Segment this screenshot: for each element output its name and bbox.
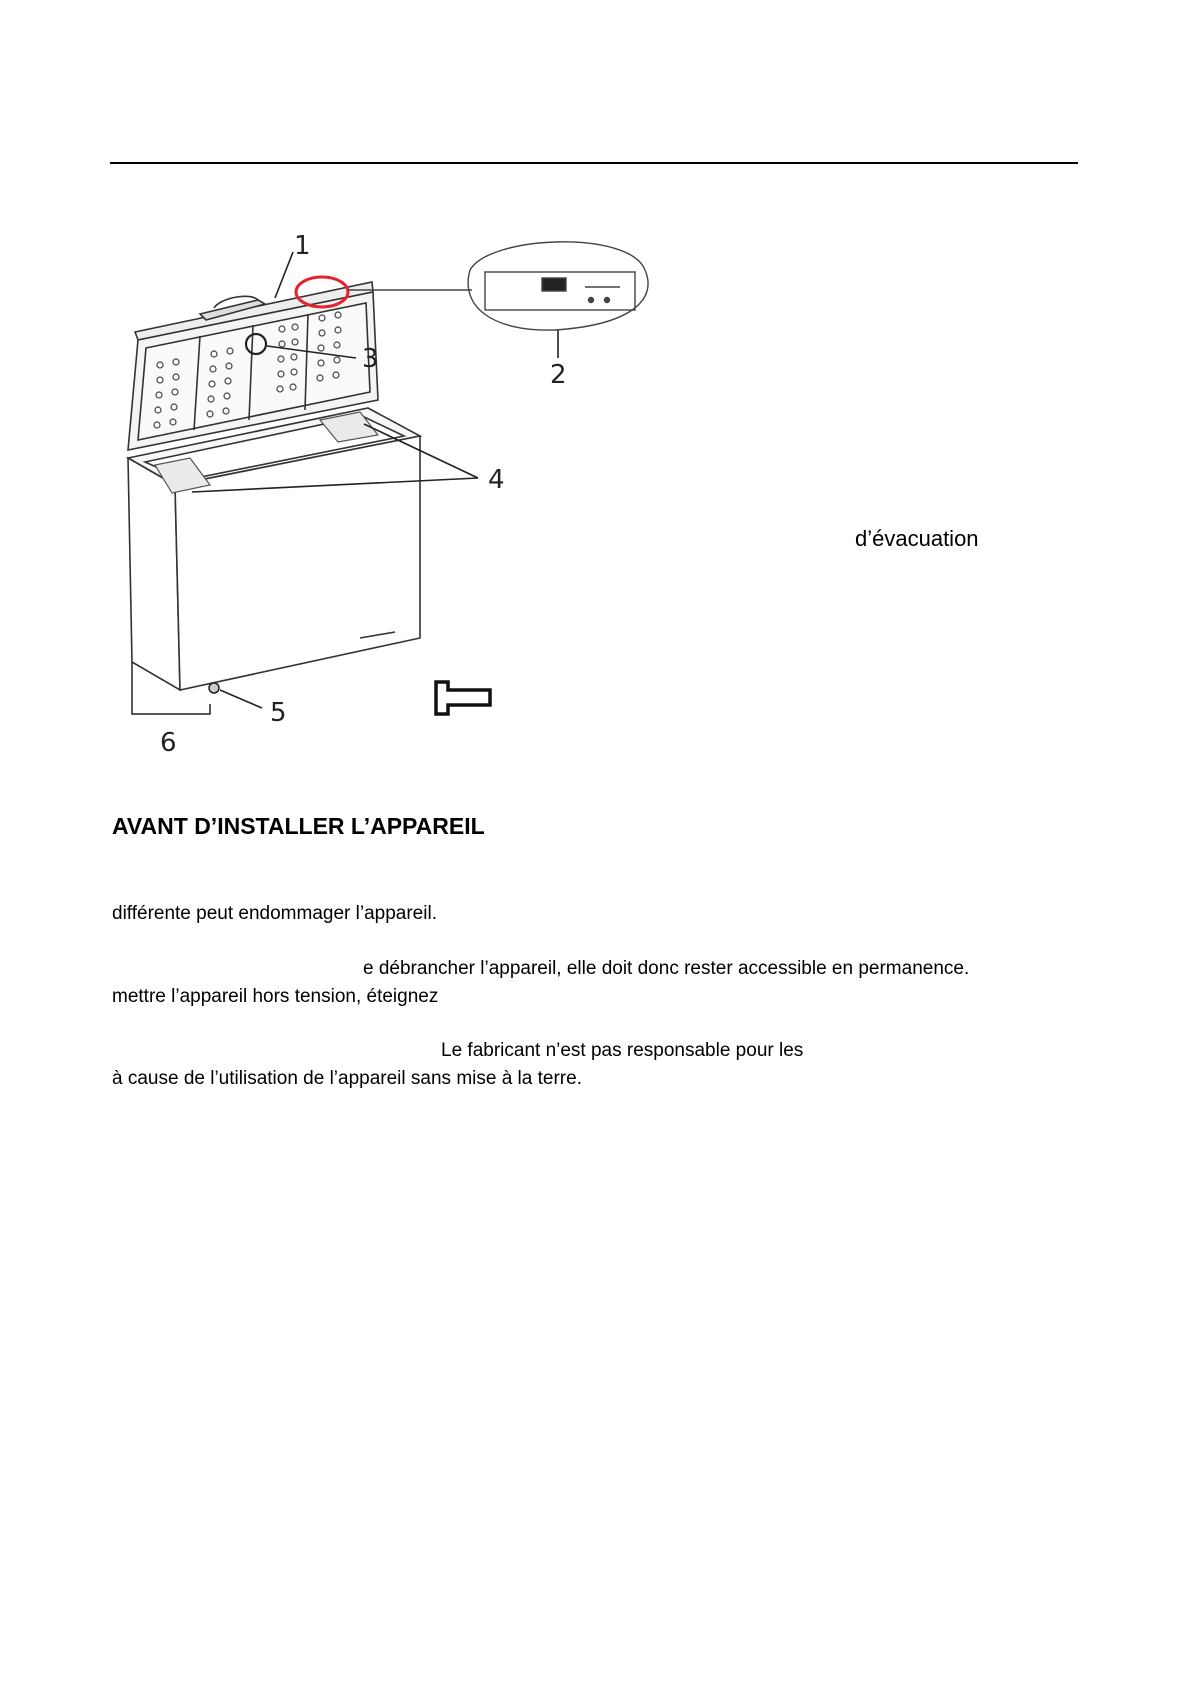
callout-6: 6 (160, 728, 177, 758)
callout-4: 4 (488, 465, 505, 495)
freezer-illustration (110, 230, 670, 770)
section-heading: AVANT D’INSTALLER L’APPAREIL (112, 813, 485, 839)
chest-freezer-diagram (110, 230, 670, 770)
callout-5: 5 (270, 698, 287, 728)
freezer-body (128, 408, 420, 690)
drain-tool-icon (436, 682, 490, 714)
drain-plug (209, 683, 219, 693)
control-panel-zoom (468, 242, 648, 330)
body-line: mettre l’appareil hors tension, éteignez (112, 986, 439, 1007)
header-rule (110, 162, 1078, 164)
body-line: e débrancher l’appareil, elle doit donc rester accessible en permanence. (363, 958, 970, 979)
callout-3: 3 (362, 344, 379, 374)
callout-2: 2 (550, 360, 567, 390)
body-line: à cause de l’utilisation de l’appareil sans mise à la terre. (112, 1068, 582, 1089)
body-line: différente peut endommager l’appareil. (112, 903, 437, 924)
body-line: Le fabricant n’est pas responsable pour les (441, 1040, 804, 1061)
callout-1: 1 (294, 231, 311, 261)
drain-label: d’évacuation (855, 526, 979, 551)
